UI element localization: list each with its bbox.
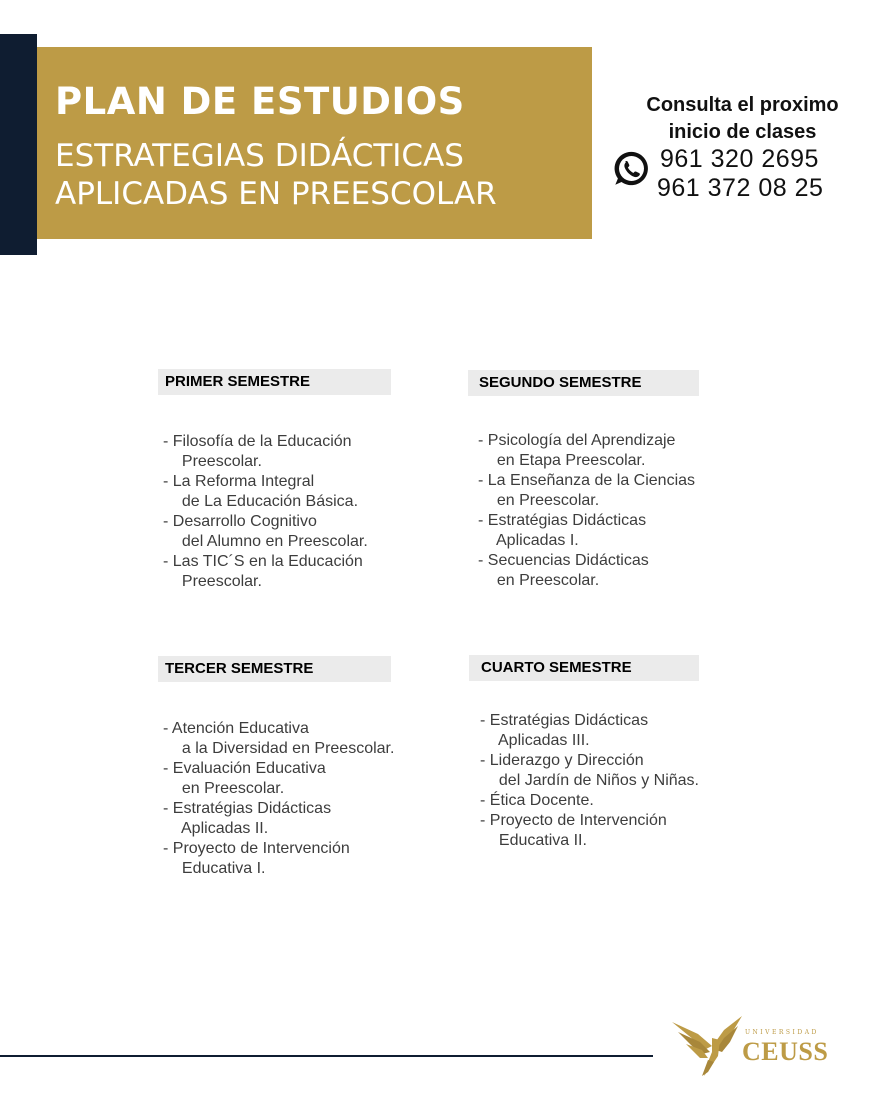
course-item: - Estratégias Didácticas Aplicadas II.: [163, 800, 332, 837]
course-item: - La Enseñanza de la Ciencias en Preescolar.: [478, 472, 696, 509]
course-item: - Proyecto de Intervención Educativa I.: [163, 840, 350, 877]
whatsapp-icon: [613, 150, 650, 187]
semester-header-3: TERCER SEMESTRE: [158, 656, 391, 682]
course-item: - Ética Docente.: [480, 792, 594, 809]
course-item: - Estratégias Didácticas Aplicadas III.: [480, 712, 649, 749]
semester-header-1: PRIMER SEMESTRE: [158, 369, 391, 395]
phone-number-2[interactable]: 961 372 08 25: [657, 174, 824, 202]
page-title: PLAN DE ESTUDIOS: [55, 80, 465, 123]
contact-prompt: [615, 92, 870, 146]
contact-prompt-line2: inicio de clases: [668, 121, 817, 143]
program-title-line2: APLICADAS EN PREESCOLAR: [55, 176, 497, 212]
semester-4-course-list: [480, 711, 699, 851]
course-item: - Filosofía de la Educación Preescolar.: [163, 433, 352, 470]
course-item: - Proyecto de Intervención Educativa II.: [480, 812, 667, 849]
course-item: - La Reforma Integral de La Educación Básica.: [163, 473, 359, 510]
program-title-line1: ESTRATEGIAS DIDÁCTICAS: [55, 138, 464, 174]
logo-name: CEUSS: [742, 1037, 829, 1066]
semester-2-course-list: [478, 431, 695, 591]
semester-1-course-list: [163, 432, 368, 592]
semester-3-course-list: [163, 719, 394, 879]
phone-number-1[interactable]: 961 320 2695: [660, 145, 819, 173]
course-item: - Evaluación Educativa en Preescolar.: [163, 760, 326, 797]
course-item: - Desarrollo Cognitivo del Alumno en Preescolar.: [163, 513, 368, 550]
course-item: - Psicología del Aprendizaje en Etapa Preescolar.: [478, 432, 676, 469]
course-item: - Las TIC´S en la Educación Preescolar.: [163, 553, 363, 590]
footer-divider: [0, 1055, 653, 1057]
course-item: - Atención Educativa a la Diversidad en Preescolar.: [163, 720, 395, 757]
course-item: - Liderazgo y Dirección del Jardín de Niños y Niñas.: [480, 752, 699, 789]
logo-university-text: UNIVERSIDAD: [745, 1029, 819, 1036]
course-item: - Secuencias Didácticas en Preescolar.: [478, 552, 649, 589]
navy-accent-bar: [0, 34, 37, 255]
semester-header-4: CUARTO SEMESTRE: [469, 655, 699, 681]
semester-header-2: SEGUNDO SEMESTRE: [468, 370, 699, 396]
course-item: - Estratégias Didácticas Aplicadas I.: [478, 512, 647, 549]
contact-prompt-line1: Consulta el proximo: [646, 94, 839, 116]
